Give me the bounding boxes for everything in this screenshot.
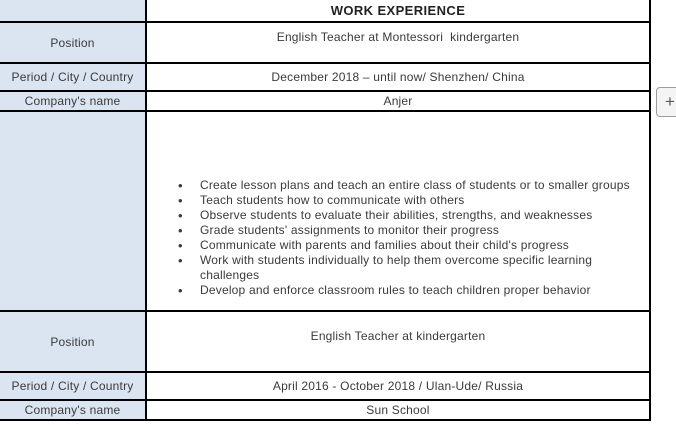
- table-row: [0, 312, 649, 373]
- duty-item: • Work with students individually to help them overcome specific learning challenges: [176, 253, 636, 283]
- row-label-company: Company's name: [0, 92, 147, 110]
- position-value-2[interactable]: English Teacher at kindergarten: [147, 312, 649, 371]
- table-row: [0, 0, 649, 23]
- table-row: [0, 64, 649, 92]
- row-label-position: Position: [0, 312, 147, 371]
- duty-item: • Observe students to evaluate their abilities, strengths, and weaknesses: [176, 208, 636, 223]
- duty-item: • Communicate with parents and families about their child's progress: [176, 238, 636, 253]
- period-value-1[interactable]: December 2018 – until now/ Shenzhen/ China: [147, 64, 649, 90]
- section-title: WORK EXPERIENCE: [147, 0, 649, 21]
- table-row: [0, 401, 649, 421]
- row-label-period: Period / City / Country: [0, 373, 147, 399]
- header-label-cell: [0, 0, 147, 21]
- company-value-2[interactable]: Sun School: [147, 401, 649, 419]
- duty-item: • Teach students how to communicate with others: [176, 193, 636, 208]
- duties-value-1[interactable]: [147, 112, 649, 310]
- add-row-button[interactable]: +: [656, 87, 676, 117]
- table-row: [0, 373, 649, 401]
- duty-item: • Develop and enforce classroom rules to teach children proper behavior: [176, 283, 636, 298]
- company-value-1[interactable]: Anjer: [147, 92, 649, 110]
- duty-item: • Grade students' assignments to monitor their progress: [176, 223, 636, 238]
- row-label-position: Position: [0, 23, 147, 62]
- position-value-1[interactable]: English Teacher at Montessori kindergarten: [147, 23, 649, 62]
- duties-label-cell: [0, 112, 147, 310]
- duty-item: • Create lesson plans and teach an entire class of students or to smaller groups: [176, 178, 636, 193]
- table-row: [0, 92, 649, 112]
- row-label-company: Company's name: [0, 401, 147, 419]
- period-value-2[interactable]: April 2016 - October 2018 / Ulan-Ude/ Russia: [147, 373, 649, 399]
- duties-list: [176, 178, 637, 298]
- table-row: [0, 23, 649, 64]
- row-label-period: Period / City / Country: [0, 64, 147, 90]
- table-row: [0, 112, 649, 312]
